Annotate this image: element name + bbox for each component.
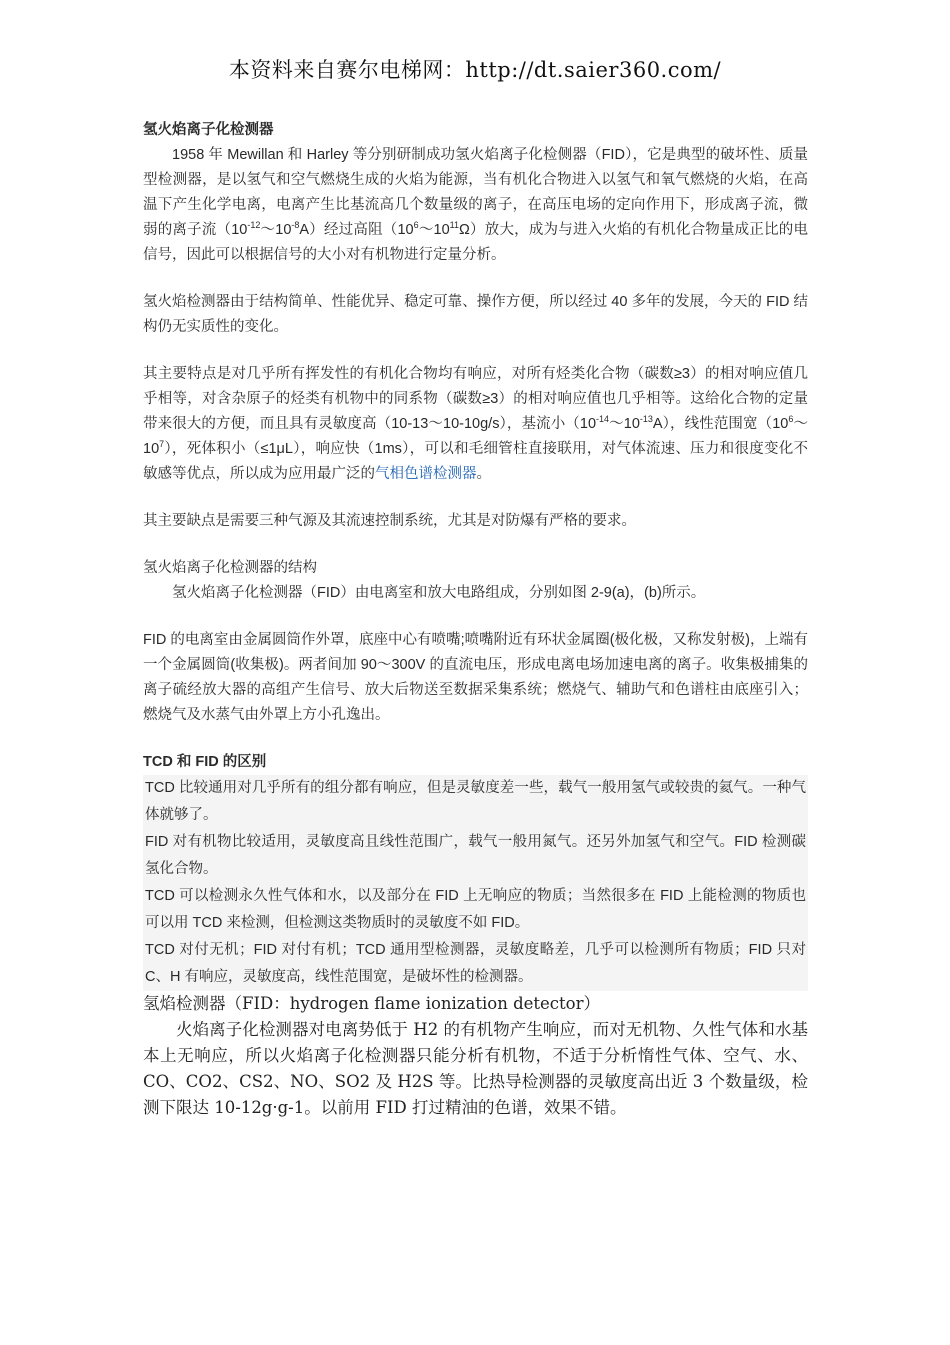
section-title: TCD 和 FID 的区别 xyxy=(143,754,267,770)
paragraph: 氢火焰离子化检测器（FID）由电离室和放大电路组成，分别如图 2-9(a)，(b)所示。 xyxy=(172,585,706,601)
paragraph: TCD 可以检测永久性气体和水，以及部分在 FID 上无响应的物质；当然很多在 FID 上能检测的物质也可以用 TCD 来检测，但检测这类物质时的灵敏度不如 FID。 xyxy=(145,888,806,931)
section-title: 氢焰检测器（FID：hydrogen flame ionization detector） xyxy=(143,994,600,1013)
section-title: 氢火焰离子化检测器的结构 xyxy=(143,560,317,576)
document-body xyxy=(143,118,808,1121)
paragraph: TCD 对付无机；FID 对付有机；TCD 通用型检测器，灵敏度略差，几乎可以检测所有物质；FID 只对 C、H 有响应，灵敏度高，线性范围宽，是破坏性的检测器。 xyxy=(145,942,806,985)
paragraph: TCD 比较通用对几乎所有的组分都有响应，但是灵敏度差一些，载气一般用氢气或较贵的氦气。一种气体就够了。 xyxy=(145,780,806,823)
paragraph: FID 的电离室由金属圆筒作外罩，底座中心有喷嘴;喷嘴附近有环状金属圈(极化极，又称发射极)，上端有一个金属圆筒(收集极)。两者间加 90～300V 的直流电压，形成电离电场加速电离的离子。收集极捕集的离子硫经放大器的高组产生信号、放大后物送至数据采集系统；燃烧气、辅助气和色谱柱由底座引入；燃烧气及水蒸气由外罩上方小孔逸出。 xyxy=(143,632,808,723)
paragraph: FID 对有机物比较适用，灵敏度高且线性范围广，载气一般用氮气。还另外加氢气和空气。FID 检测碳氢化合物。 xyxy=(145,834,806,877)
paragraph: 其主要特点是对几乎所有挥发性的有机化合物均有响应，对所有烃类化合物（碳数≥3）的相对响应值几乎相等，对含杂原子的烃类有机物中的同系物（碳数≥3）的相对响应值也几乎相等。这给化合物的定量带来很大的方便，而且具有灵敏度高（10-13～10-10g/s），基流小$(10^{-14}\sim 10^{-13}A)$，线性范围宽$(10^6\sim 10^7)$，死体积小（≤1μL），响应快（1ms），可以和毛细管柱直接联用，对气体流速、压力和很度变化不敏感等优点，所以成为应用最广泛的气相色谱检测器。 xyxy=(143,366,808,482)
section-title: 氢火焰离子化检测器 xyxy=(143,122,274,138)
comparison-block xyxy=(143,775,808,991)
paragraph: 火焰离子化检测器对电离势低于 H2 的有机物产生响应，而对无机物、久性气体和水基本上无响应，所以火焰离子化检测器只能分析有机物，不适于分析惰性气体、空气、水、CO、CO2、CS2、NO、SO2 及 H2S 等。比热导检测器的灵敏度高出近 3 个数量级，检测下限达 10-12g·g-1。以前用 FID 打过精油的色谱，效果不错。 xyxy=(143,1020,808,1117)
paragraph: 1958 年 Mewillan 和 Harley 等分别研制成功氢火焰离子化检侧器（FID），它是典型的破坏性、质量型检测器，是以氢气和空气燃烧生成的火焰为能源，当有机化合物进入以氢气和氧气燃烧的火焰，在高温下产生化学电离，电离产生比基流高几个数量级的离子，在高压电场的定向作用下，形成离子流，微弱的离子流$(10^{-12}\sim 10^{-8}A)$经过高阻$(10^6\sim 10^{11}\Omega)$放大，成为与进入火焰的有机化合物量成正比的电信号，因此可以根据信号的大小对有机物进行定量分析。 xyxy=(143,147,808,263)
paragraph: 氢火焰检测器由于结构简单、性能优异、稳定可靠、操作方便，所以经过 40 多年的发展，今天的 FID 结构仍无实质性的变化。 xyxy=(143,294,808,335)
paragraph: 其主要缺点是需要三种气源及其流速控制系统，尤其是对防爆有严格的要求。 xyxy=(143,513,636,529)
page-header: 本资料来自赛尔电梯网：http://dt.saier360.com/ xyxy=(228,58,722,82)
fid-section xyxy=(143,991,808,1121)
gc-detector-link[interactable]: 气相色谱检测器 xyxy=(375,466,477,482)
